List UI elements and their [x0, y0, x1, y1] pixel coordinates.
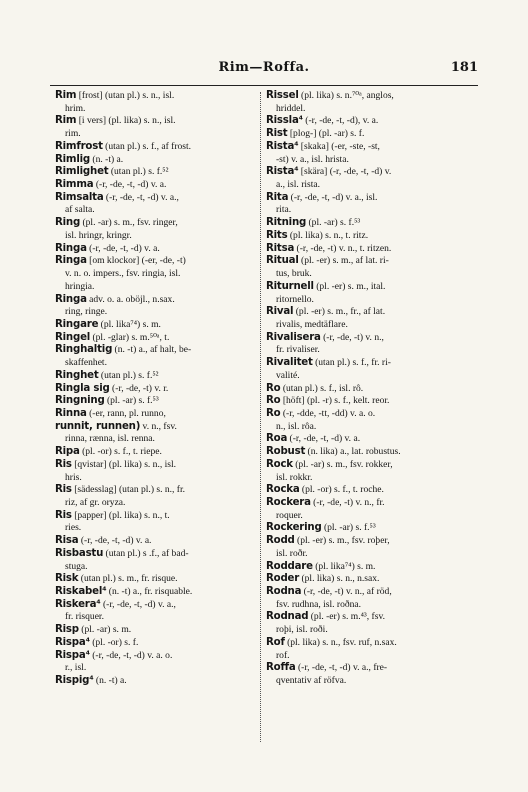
entry-line [266, 433, 474, 446]
column-divider [260, 92, 261, 742]
entry-text: r., isl. [65, 662, 87, 674]
entry-line [55, 319, 260, 332]
headword: Rof [266, 636, 285, 648]
entry-line [266, 128, 474, 141]
entry-line [266, 561, 474, 574]
entry-continuation-line [55, 103, 260, 116]
entry-text: (-r, -de, -t) v. n., [320, 331, 384, 343]
entry-line [55, 332, 260, 345]
headword: runnit, runnen) [55, 420, 141, 432]
entry-continuation-line [55, 268, 260, 281]
entry-text: fr. risquer. [65, 611, 104, 623]
entry-text: (pl. -glar) s. m.⁵⁰ᵃ, t. [90, 331, 170, 343]
entry-line [55, 446, 260, 459]
entry-line [55, 548, 260, 561]
entry-line [55, 535, 260, 548]
entry-text: rinna, rænna, isl. renna. [65, 433, 155, 445]
entry-line [266, 586, 474, 599]
headword: Riturnell [266, 280, 314, 292]
entry-continuation-line [266, 268, 474, 281]
entry-text: rim. [65, 128, 81, 140]
entry-text: (-r, -de, -t, -d) v. a., isl. [288, 191, 378, 203]
entry-line [55, 484, 260, 497]
entry-text: (utan pl.) s. f., isl. rô. [280, 382, 364, 394]
entry-text: (pl. lika) s. n.⁷⁰ᵃ, anglos, [298, 90, 394, 101]
headword: Roder [266, 573, 300, 585]
entry-text: (-r, -de, -t) v. r. [109, 382, 169, 394]
entry-line [55, 217, 260, 230]
entry-text: isl. roðr. [276, 547, 308, 559]
headword: Rival [266, 306, 294, 318]
entry-text: v. n., fsv. [140, 420, 177, 432]
entry-continuation-line [55, 281, 260, 294]
headword: Ris [55, 509, 72, 521]
headword: Rim [55, 90, 77, 101]
entry-text: (pl. -ar) s. m. [78, 624, 132, 636]
headword: Ripa [55, 446, 80, 458]
entry-continuation-line [266, 319, 474, 332]
headword: Roa [266, 433, 288, 445]
entry-line [266, 497, 474, 510]
entry-line [55, 637, 260, 650]
header-rule [50, 85, 478, 86]
entry-text: hriddel. [276, 102, 306, 114]
headword: Ringhet [55, 369, 99, 381]
entry-line [55, 573, 260, 586]
entry-text: (-r, -de, -t, -d) v. a. [86, 242, 160, 254]
entry-continuation-line [55, 306, 260, 319]
headword: Risk [55, 573, 79, 585]
entry-line [55, 624, 260, 637]
entry-text: roquer. [276, 509, 303, 521]
entry-continuation-line [266, 370, 474, 383]
headword: Riskabel⁴ [55, 586, 107, 598]
headword: Rimlig [55, 153, 91, 165]
entry-continuation-line [266, 472, 474, 485]
headword: Rimlighet [55, 166, 109, 178]
headword: Rim [55, 115, 77, 127]
entry-line [55, 243, 260, 256]
entry-text: (pl. lika) s. n., fsv. ruf, n.sax. [284, 636, 397, 648]
headword: Rimfrost [55, 140, 103, 152]
entry-text: isl. hringr, kringr. [65, 229, 132, 241]
entry-line [266, 255, 474, 268]
entry-text: (-er, rann, pl. runno, [86, 407, 166, 419]
entry-text: fr. rivaliser. [276, 344, 320, 356]
entry-line [266, 662, 474, 675]
entry-text: (utan pl.) s. f.⁵² [98, 369, 159, 381]
entry-text: n., isl. rôa. [276, 420, 317, 432]
entry-text: ritornello. [276, 293, 314, 305]
entry-line [55, 510, 260, 523]
headword: Ris [55, 458, 72, 470]
entry-text: (pl. -ar) s. f.⁵³ [306, 217, 361, 229]
entry-line [55, 395, 260, 408]
entry-continuation-line [55, 357, 260, 370]
headword: Ringare [55, 318, 99, 330]
entry-text: (utan pl.) s. f., fr. ri- [312, 357, 391, 369]
entry-text: (pl. -or) s. f., t. riepe. [79, 446, 162, 458]
headword: Ringning [55, 395, 105, 407]
entry-text: isl. rokkr. [276, 471, 313, 483]
entry-continuation-line [266, 103, 474, 116]
entry-continuation-line [266, 650, 474, 663]
entry-line [266, 306, 474, 319]
headword: Rivalitet [266, 357, 313, 369]
entry-text: (n. -t) a., fr. risquable. [106, 586, 193, 598]
entry-text: (-r, -de, -t, -d) v. a. o. [89, 649, 173, 661]
entry-text: (-r, -de, -t, -d) v. a., [100, 598, 176, 610]
entry-line [55, 294, 260, 307]
headword: Rimma [55, 179, 94, 191]
entry-continuation-line [266, 179, 474, 192]
entry-line [55, 675, 260, 688]
entry-text: (n. -t) a., af halt, be- [112, 344, 192, 356]
running-title: Rim—Roffa. [218, 60, 310, 75]
entry-line [266, 459, 474, 472]
entry-text: (utan pl.) s. f., af frost. [102, 140, 192, 152]
entry-line [266, 611, 474, 624]
entry-continuation-line [266, 344, 474, 357]
entry-text: riz, af gr. oryza. [65, 497, 126, 508]
entry-text: (pl. -ar) s. m., fsv. rokker, [292, 458, 393, 470]
entry-continuation-line [266, 510, 474, 523]
headword: Rivalisera [266, 331, 321, 343]
entry-line [266, 217, 474, 230]
entry-line [55, 115, 260, 128]
entry-text: adv. o. a. oböjl., n.sax. [86, 293, 175, 305]
entry-line [55, 154, 260, 167]
entry-text: valité. [276, 369, 300, 381]
entry-line [266, 395, 474, 408]
entry-text: (-r, -de, -t, -d) v. a., fre- [295, 662, 388, 674]
entry-continuation-line [266, 624, 474, 637]
entry-text: [papper] (pl. lika) s. n., t. [71, 509, 170, 521]
entry-text: ries. [65, 522, 82, 534]
entry-text: hrim. [65, 102, 86, 114]
entry-line [55, 255, 260, 268]
entry-text: [skära] (-r, -de, -t, -d) v. [298, 166, 392, 178]
right-column [266, 90, 474, 688]
headword: Rodnad [266, 611, 309, 623]
entry-line [55, 459, 260, 472]
entry-text: rivalis, medtäflare. [276, 318, 348, 330]
entry-text: [sädesslag] (utan pl.) s. n., fr. [71, 484, 186, 496]
entry-continuation-line [266, 154, 474, 167]
entry-continuation-line [55, 472, 260, 485]
entry-text: (-r, -de, -t) v. n., fr. [310, 497, 385, 508]
entry-text: (pl. -ar) s. f.⁵³ [104, 395, 159, 407]
headword: Rock [266, 458, 293, 470]
entry-line [55, 90, 260, 103]
entry-text: tus, bruk. [276, 268, 312, 280]
entry-line [266, 446, 474, 459]
entry-text: ring, ringe. [65, 306, 108, 318]
entry-text: (-r, -de, -t, -d) v. a. [78, 535, 152, 547]
entry-line [266, 637, 474, 650]
headword: Robust [266, 446, 306, 458]
entry-text: (n. -t) a. [90, 153, 124, 165]
headword: Ritual [266, 255, 299, 267]
entry-text: (pl. -er) s. m., fsv. roþer, [294, 535, 390, 547]
entry-text: (pl. lika⁷⁴) s. m. [312, 560, 376, 572]
entry-text: qventativ af röfva. [276, 675, 347, 687]
entry-text: fsv. rudhna, isl. roðna. [276, 598, 362, 610]
entry-line [266, 230, 474, 243]
entry-line [55, 421, 260, 434]
entry-line [55, 141, 260, 154]
entry-text: v. n. o. impers., fsv. ringia, isl. [65, 268, 181, 280]
entry-line [266, 166, 474, 179]
entry-line [55, 586, 260, 599]
entry-continuation-line [266, 204, 474, 217]
entry-text: [frost] (utan pl.) s. n., isl. [76, 90, 175, 101]
entry-line [266, 141, 474, 154]
entry-line [266, 383, 474, 396]
entry-line [266, 357, 474, 370]
entry-line [266, 115, 474, 128]
headword: Rocka [266, 484, 300, 496]
entry-text: (-r, -de, -t) v. n., t. ritzen. [294, 242, 392, 254]
headword: Riskera⁴ [55, 598, 101, 610]
entry-line [55, 370, 260, 383]
entry-text: (utan pl.) s .f., af bad- [103, 547, 189, 559]
headword: Rita [266, 191, 289, 203]
headword: Rista⁴ [266, 166, 299, 178]
headword: Rispa⁴ [55, 649, 90, 661]
entry-text: (pl. -or) s. f., t. roche. [299, 484, 384, 496]
entry-text: (utan pl.) s. f.⁵² [108, 166, 169, 178]
headword: Rodna [266, 586, 302, 598]
entry-continuation-line [266, 548, 474, 561]
headword: Rimsalta [55, 191, 104, 203]
entry-line [55, 192, 260, 205]
entry-text: (-r, -de, -t, -d) v. a. [287, 433, 361, 445]
headword: Rockering [266, 522, 322, 534]
entry-text: [i vers] (pl. lika) s. n., isl. [76, 115, 176, 127]
headword: Rodd [266, 535, 295, 547]
entry-line [266, 484, 474, 497]
entry-continuation-line [55, 611, 260, 624]
headword: Rinna [55, 407, 87, 419]
page-number: 181 [450, 60, 478, 75]
entry-line [55, 408, 260, 421]
headword: Ris [55, 484, 72, 496]
entry-text: [skaka] (-er, -ste, -st, [298, 140, 380, 152]
entry-line [266, 281, 474, 294]
entry-continuation-line [55, 522, 260, 535]
entry-line [266, 192, 474, 205]
entry-line [55, 383, 260, 396]
entry-text: (-r, -dde, -tt, -dd) v. a. o. [280, 407, 376, 419]
entry-continuation-line [266, 675, 474, 688]
entry-text: (pl. -ar) s. m., fsv. ringer, [80, 217, 178, 229]
entry-text: (n. lika) a., lat. robustus. [305, 446, 401, 458]
headword: Ritsa [266, 242, 295, 254]
headword: Ro [266, 407, 281, 419]
entry-text: (pl. -er) s. m., fr., af lat. [293, 306, 386, 318]
headword: Roddare [266, 560, 313, 572]
entry-line [266, 408, 474, 421]
entry-line [266, 522, 474, 535]
entry-text: rita. [276, 204, 292, 216]
headword: Rissel [266, 90, 299, 101]
entry-line [55, 650, 260, 663]
headword: Risa [55, 535, 79, 547]
entry-line [266, 573, 474, 586]
entry-text: (-r, -de, -t, -d), v. a. [302, 115, 379, 127]
entry-line [266, 90, 474, 103]
entry-text: (utan pl.) s. m., fr. risque. [78, 573, 178, 585]
entry-continuation-line [266, 294, 474, 307]
entry-continuation-line [55, 128, 260, 141]
entry-text: (-r, -de, -t) v. n., af röd, [301, 586, 392, 598]
headword: Rockera [266, 497, 311, 508]
headword: Rist [266, 128, 288, 140]
entry-text: a., isl. rista. [276, 179, 321, 191]
entry-continuation-line [55, 497, 260, 510]
headword: Ritning [266, 217, 307, 229]
entry-continuation-line [266, 421, 474, 434]
headword: Ringla sig [55, 382, 110, 394]
headword: Risp [55, 624, 79, 636]
headword: Ringel [55, 331, 91, 343]
entry-line [55, 179, 260, 192]
entry-text: (pl. lika) s. n., t. ritz. [287, 229, 369, 241]
headword: Roffa [266, 662, 296, 674]
headword: Rista⁴ [266, 140, 299, 152]
entry-text: af salta. [65, 204, 95, 216]
entry-line [55, 599, 260, 612]
headword: Ro [266, 395, 281, 407]
entry-line [55, 166, 260, 179]
entry-continuation-line [266, 599, 474, 612]
headword: Rispig⁴ [55, 675, 94, 687]
headword: Ringa [55, 293, 87, 305]
entry-text: (pl. lika⁷⁴) s. m. [98, 318, 161, 330]
entry-line [266, 535, 474, 548]
entry-text: (pl. -er) s. m., ital. [313, 280, 386, 292]
headword: Ro [266, 382, 281, 394]
entry-line [55, 344, 260, 357]
entry-line [266, 332, 474, 345]
entry-continuation-line [55, 204, 260, 217]
entry-text: (-r, -de, -t, -d) v. a. [93, 179, 167, 191]
entry-text: hringia. [65, 280, 95, 292]
headword: Rispa⁴ [55, 636, 90, 648]
entry-text: stuga. [65, 560, 88, 572]
entry-text: (pl. -er) s. m.⁴³, fsv. [308, 611, 385, 623]
entry-continuation-line [55, 662, 260, 675]
entry-continuation-line [55, 433, 260, 446]
entry-text: (pl. lika) s. n., n.sax. [299, 573, 380, 585]
headword: Rissla⁴ [266, 115, 303, 127]
entry-text: hris. [65, 471, 82, 483]
headword: Ring [55, 217, 81, 229]
entry-text: (pl. -or) s. f. [89, 636, 139, 648]
headword: Rits [266, 229, 288, 241]
entry-line [266, 243, 474, 256]
entry-text: [höft] (pl. -r) s. f., kelt. reor. [280, 395, 390, 407]
entry-text: (pl. -er) s. m., af lat. ri- [298, 255, 389, 267]
headword: Risbastu [55, 547, 104, 559]
entry-text: roþi, isl. roði. [276, 624, 328, 636]
entry-text: [om klockor] (-er, -de, -t) [86, 255, 186, 267]
entry-continuation-line [55, 561, 260, 574]
entry-text: [qvistar] (pl. lika) s. n., isl. [71, 458, 177, 470]
entry-text: (n. -t) a. [93, 675, 127, 687]
headword: Ringa [55, 255, 87, 267]
entry-text: skaffenhet. [65, 357, 107, 369]
headword: Ringhaltig [55, 344, 113, 356]
entry-text: rof. [276, 649, 290, 661]
entry-text: (pl. -ar) s. f.⁵³ [321, 522, 376, 534]
entry-text: [plog-] (pl. -ar) s. f. [287, 128, 365, 140]
entry-text: (-r, -de, -t, -d) v. a., [103, 191, 179, 203]
entry-text: -st) v. a., isl. hrista. [276, 153, 349, 165]
entry-continuation-line [55, 230, 260, 243]
page-header [50, 60, 478, 80]
headword: Ringa [55, 242, 87, 254]
left-column [55, 90, 260, 688]
